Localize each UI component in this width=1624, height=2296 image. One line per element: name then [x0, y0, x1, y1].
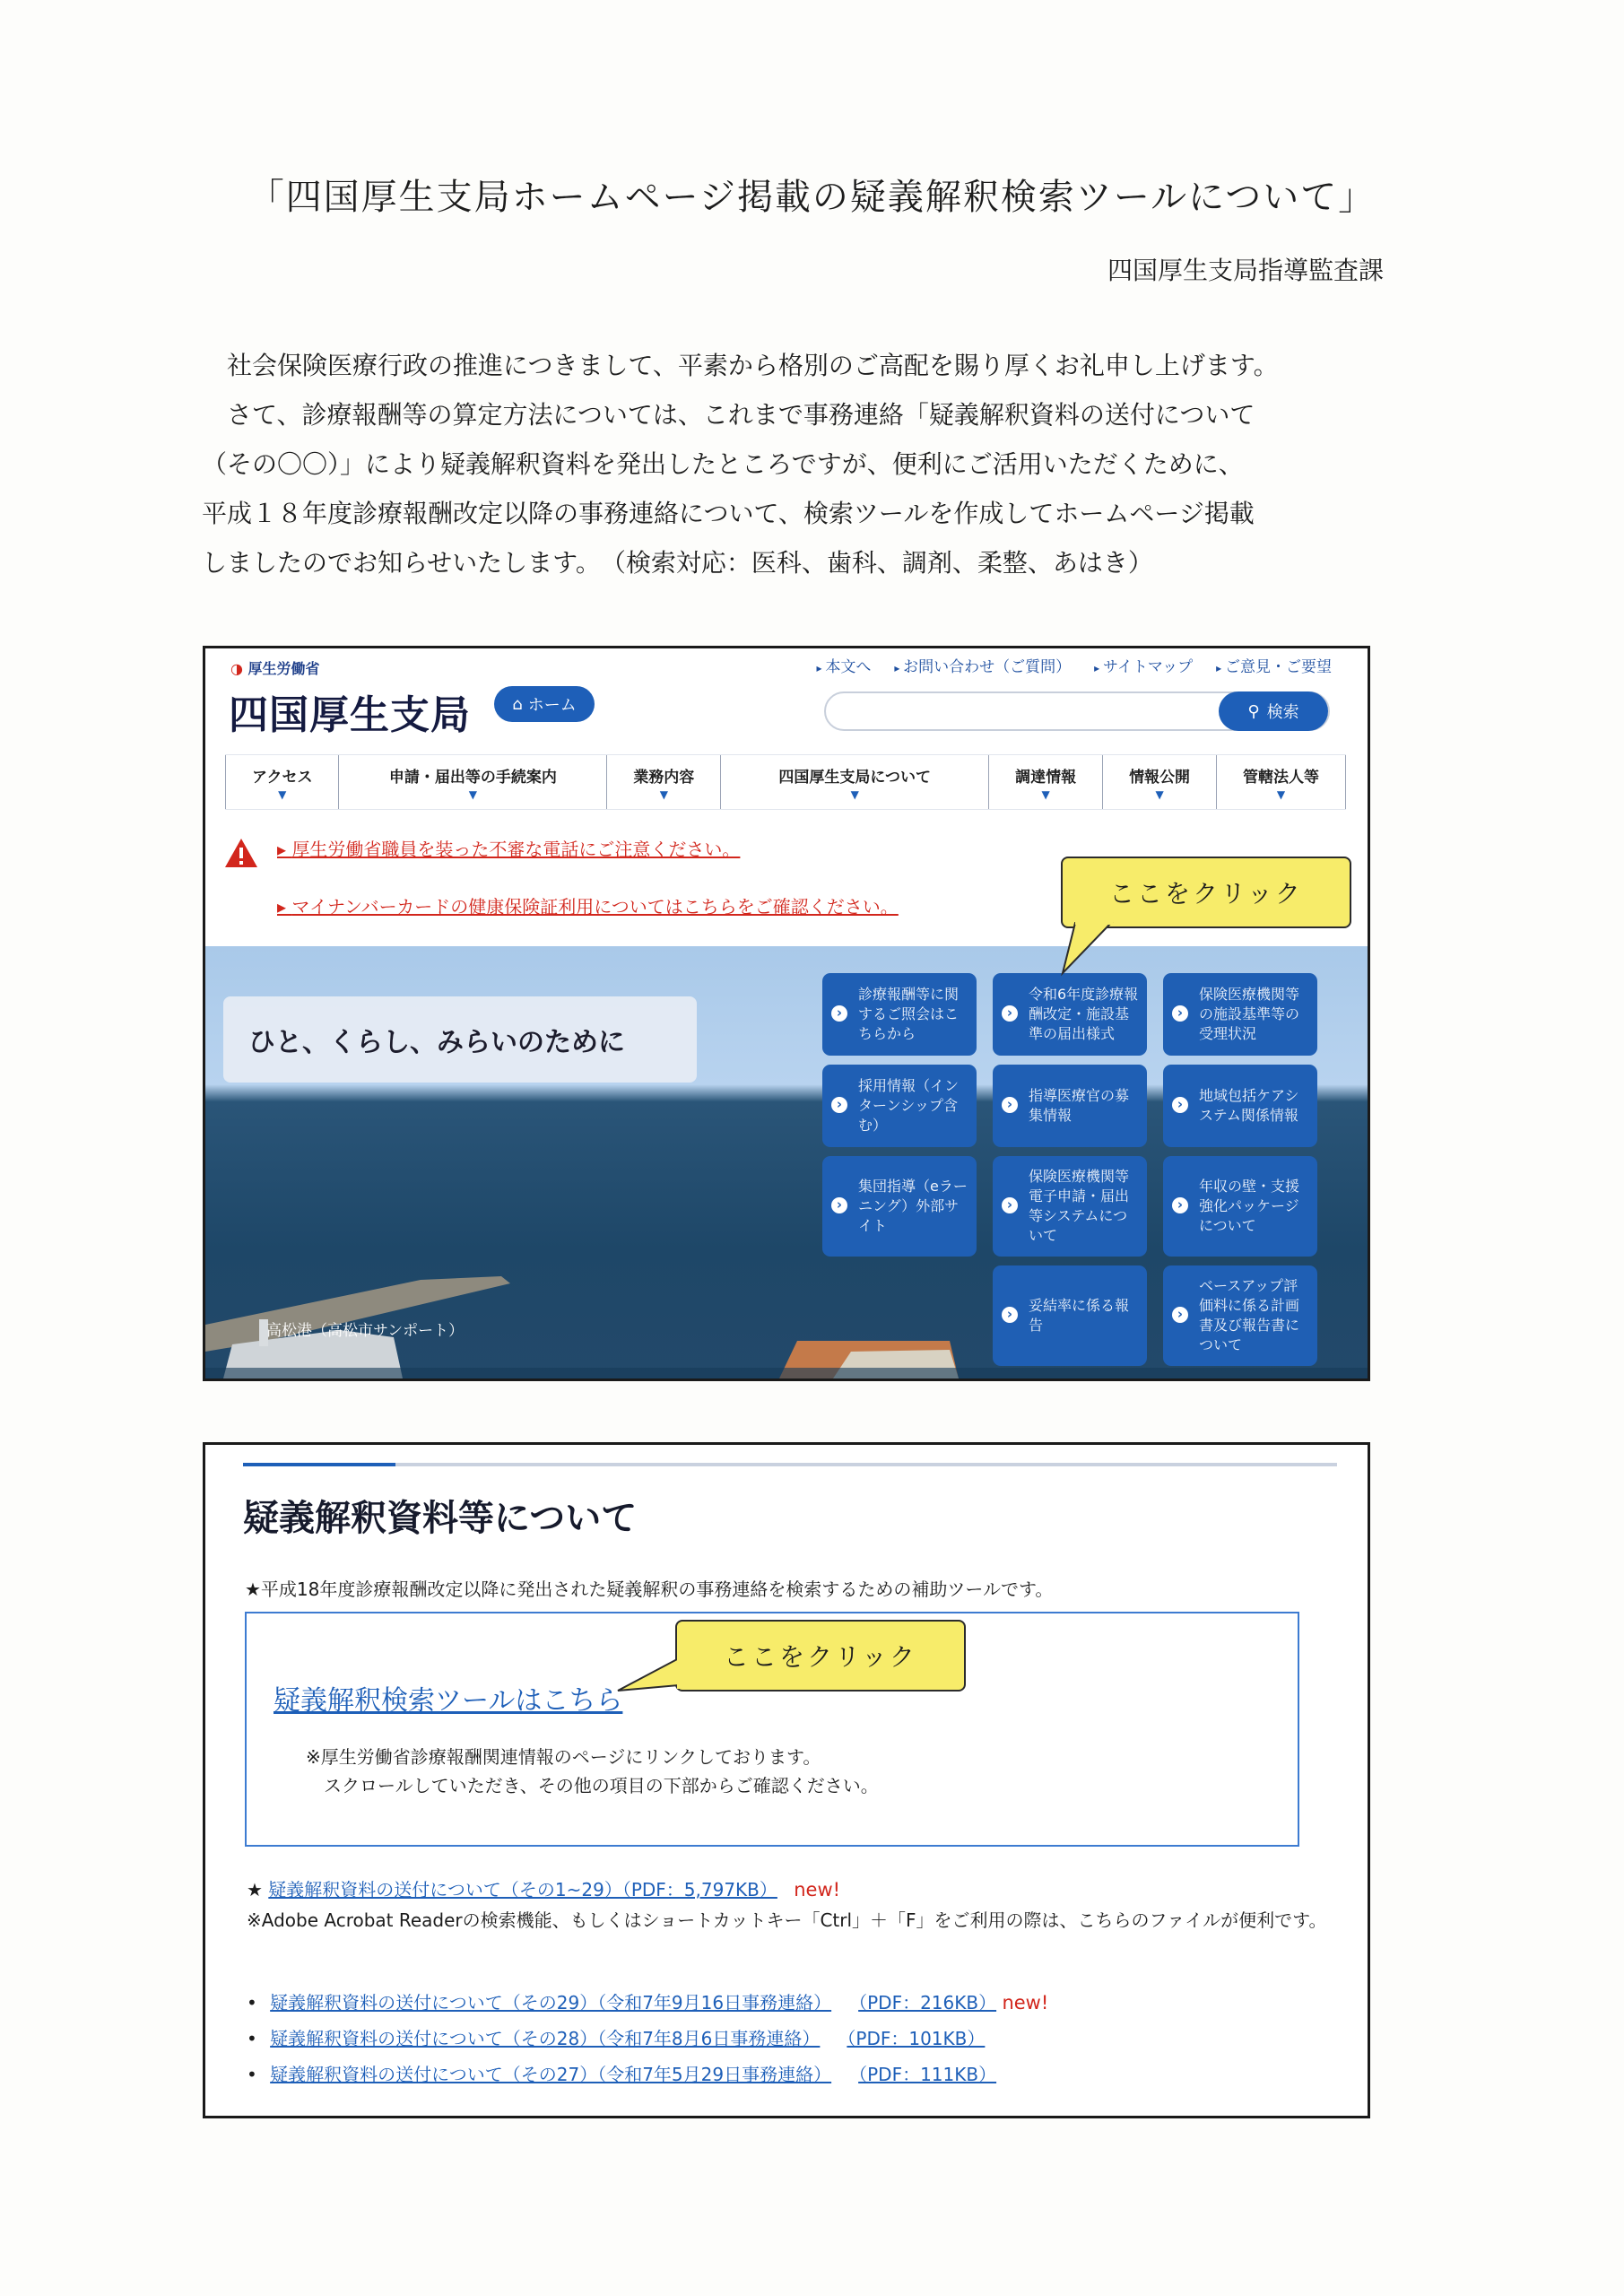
pdf-size[interactable]: （PDF：111KB）	[858, 2064, 997, 2085]
gnav-about[interactable]	[720, 755, 988, 809]
tile-label: › 保険医療機関等の施設基準等の受理状況	[1199, 986, 1300, 1042]
notice-link-scam[interactable]: ▸ 厚生労働省職員を装った不審な電話にご注意ください。	[277, 839, 741, 860]
home-button-label: ホーム	[527, 696, 577, 715]
tile-label: › 保険医療機関等電子申請・届出等システムについて	[1029, 1168, 1130, 1244]
home-icon: ⌂	[512, 694, 523, 714]
pdf-link[interactable]: 疑義解釈資料の送付について（その27）（令和7年5月29日事務連絡）	[270, 2064, 832, 2085]
search-button[interactable]	[1219, 691, 1328, 731]
gnav-label: 調達情報	[1015, 769, 1077, 787]
intro-line: 平成１８年度診療報酬改定以降の事務連絡について、検索ツールを作成してホームページ掲載	[202, 499, 1255, 528]
tool-note-line: スクロールしていただき、その他の項目の下部からご確認ください。	[324, 1775, 879, 1796]
document-title: 「四国厚生支局ホームページ掲載の疑義解釈検索ツールについて」	[248, 177, 1376, 218]
tile-base-up[interactable]	[1163, 1265, 1317, 1366]
pdf-list-item	[247, 2060, 996, 2086]
intro-paragraph	[202, 341, 1439, 587]
bullet-icon: •	[247, 2064, 257, 2085]
tile-label: › 妥結率に係る報告	[1029, 1297, 1130, 1334]
home-button[interactable]	[494, 686, 595, 722]
tile-settlement-rate[interactable]	[993, 1265, 1147, 1366]
hero-caption: 高松港（高松市サンポート）	[266, 1322, 465, 1340]
util-link-feedback[interactable]: ▸ ご意見・ご要望	[1216, 654, 1332, 676]
callout-text: ここをクリック	[724, 1642, 917, 1672]
department-name: 四国厚生支局指導監査課	[1107, 256, 1384, 285]
tile-elearning[interactable]	[822, 1156, 977, 1257]
gnav-services[interactable]	[606, 755, 720, 809]
pdf-size[interactable]: （PDF：216KB）	[858, 1992, 997, 2013]
section-rule-accent	[243, 1463, 395, 1466]
tile-inquiry[interactable]	[822, 973, 977, 1056]
star-icon: ★	[247, 1879, 263, 1900]
homepage-screenshot	[203, 646, 1370, 1381]
gnav-label: 情報公開	[1129, 769, 1191, 787]
warning-icon	[223, 837, 259, 869]
notice-text: 厚生労働省職員を装った不審な電話にご注意ください。	[291, 839, 741, 860]
pdf-link[interactable]: 疑義解釈資料の送付について（その29）（令和7年9月16日事務連絡）	[270, 1992, 832, 2013]
pdf-list-item	[247, 2024, 985, 2050]
tile-label: › 診療報酬等に関するご照会はこちらから	[858, 986, 960, 1042]
gnav-corporations[interactable]	[1216, 755, 1346, 809]
tile-e-application[interactable]	[993, 1156, 1147, 1257]
bullet-icon: •	[247, 1992, 257, 2013]
callout-pointer	[614, 1655, 686, 1700]
pdf-size[interactable]: （PDF：101KB）	[847, 2028, 986, 2049]
chevron-down-icon: ▼	[1155, 788, 1164, 801]
tile-label: › 指導医療官の募集情報	[1029, 1087, 1130, 1124]
gnav-procurement[interactable]	[988, 755, 1102, 809]
pdf-link[interactable]: 疑義解釈資料の送付について（その28）（令和7年8月6日事務連絡）	[270, 2028, 821, 2049]
bullet-icon: •	[247, 2028, 257, 2049]
ministry-name: 厚生労働省	[248, 660, 320, 677]
tile-recruitment[interactable]	[822, 1065, 977, 1147]
chevron-down-icon: ▼	[278, 788, 287, 801]
qa-section-screenshot	[203, 1442, 1370, 2118]
gnav-label: アクセス	[251, 769, 313, 787]
tile-label: › 集団指導（eラーニング）外部サイト	[858, 1178, 968, 1234]
tile-revision-forms[interactable]	[993, 973, 1147, 1056]
combined-pdf-link[interactable]: 疑義解釈資料の送付について（その1~29）（PDF：5,797KB）	[268, 1879, 777, 1900]
notice-text: マイナンバーカードの健康保険証利用についてはこちらをご確認ください。	[291, 896, 899, 918]
tile-income-wall[interactable]	[1163, 1156, 1317, 1257]
global-nav	[225, 754, 1346, 810]
combined-pdf-item	[247, 1875, 840, 1901]
chevron-down-icon: ▼	[659, 788, 668, 801]
acrobat-note: ※Adobe Acrobat Readerの検索機能、もしくはショートカットキー「Ctrl」＋「F」をご利用の際は、こちらのファイルが便利です。	[247, 1909, 1327, 1931]
section-description: ★平成18年度診療報酬改定以降に発出された疑義解釈の事務連絡を検索するための補助ツールです。	[245, 1578, 1054, 1600]
gnav-label: 申請・届出等の手続案内	[388, 769, 557, 787]
intro-line: さて、診療報酬等の算定方法については、これまで事務連絡「疑義解釈資料の送付について	[227, 400, 1255, 430]
chevron-down-icon: ▼	[1276, 788, 1286, 801]
search-icon: ⚲	[1247, 701, 1260, 721]
click-here-callout	[675, 1620, 966, 1692]
callout-pointer	[1057, 918, 1120, 980]
chevron-down-icon: ▼	[850, 788, 859, 801]
utility-nav	[816, 654, 1332, 676]
gnav-disclosure[interactable]	[1102, 755, 1216, 809]
tile-medical-officer[interactable]	[993, 1065, 1147, 1147]
gnav-label: 管轄法人等	[1242, 769, 1319, 787]
tile-label: › 令和6年度診療報酬改定・施設基準の届出様式	[1029, 986, 1139, 1042]
new-badge: new!	[1002, 1992, 1049, 2013]
search-tool-link[interactable]: 疑義解釈検索ツールはこちら	[274, 1685, 623, 1717]
tile-label: › 地域包括ケアシステム関係情報	[1199, 1087, 1299, 1124]
section-rule	[243, 1463, 1337, 1466]
section-heading: 疑義解釈資料等について	[243, 1498, 638, 1539]
ministry-logo[interactable]	[230, 657, 320, 678]
new-badge: new!	[794, 1879, 841, 1900]
tile-label: › 採用情報（インターンシップ含む）	[858, 1077, 960, 1134]
hero-tagline: ひと、くらし、みらいのために	[223, 996, 697, 1083]
util-link-contact[interactable]: ▸ お問い合わせ（ご質問）	[894, 654, 1071, 676]
tile-label: › ベースアップ評価料に係る計画書及び報告書について	[1199, 1277, 1300, 1353]
gnav-label: 業務内容	[633, 769, 695, 787]
chevron-down-icon: ▼	[1041, 788, 1050, 801]
intro-line: 社会保険医療行政の推進につきまして、平素から格別のご高配を賜り厚くお礼申し上げます。	[227, 351, 1279, 380]
chevron-down-icon: ▼	[468, 788, 477, 801]
intro-line: （その〇〇）」により疑義解釈資料を発出したところですが、便利にご活用いただくために、	[202, 449, 1244, 479]
tool-note-line: ※厚生労働省診療報酬関連情報のページにリンクしております。	[306, 1746, 821, 1768]
gnav-label: 四国厚生支局について	[778, 769, 932, 787]
gnav-access[interactable]	[225, 755, 338, 809]
gnav-procedures[interactable]	[338, 755, 606, 809]
search-button-label: 検索	[1266, 703, 1299, 722]
tile-standards-status[interactable]	[1163, 973, 1317, 1056]
util-link-sitemap[interactable]: ▸ サイトマップ	[1094, 654, 1193, 676]
tile-label: › 年収の壁・支援強化パッケージについて	[1199, 1178, 1300, 1234]
site-logo[interactable]: 四国厚生支局	[229, 692, 471, 738]
tool-note	[306, 1743, 879, 1800]
callout-text: ここをクリック	[1109, 879, 1303, 909]
tile-community-care[interactable]	[1163, 1065, 1317, 1147]
pdf-list-item	[247, 1988, 1048, 2014]
ministry-logo-icon: ◑	[230, 660, 243, 677]
util-link-main[interactable]: ▸ 本文へ	[816, 654, 871, 676]
notice-link-mynumber[interactable]: ▸ マイナンバーカードの健康保険証利用についてはこちらをご確認ください。	[277, 896, 899, 918]
intro-line: しましたのでお知らせいたします。 （検索対応：医科、歯科、調剤、柔整、あはき）	[202, 548, 1153, 578]
